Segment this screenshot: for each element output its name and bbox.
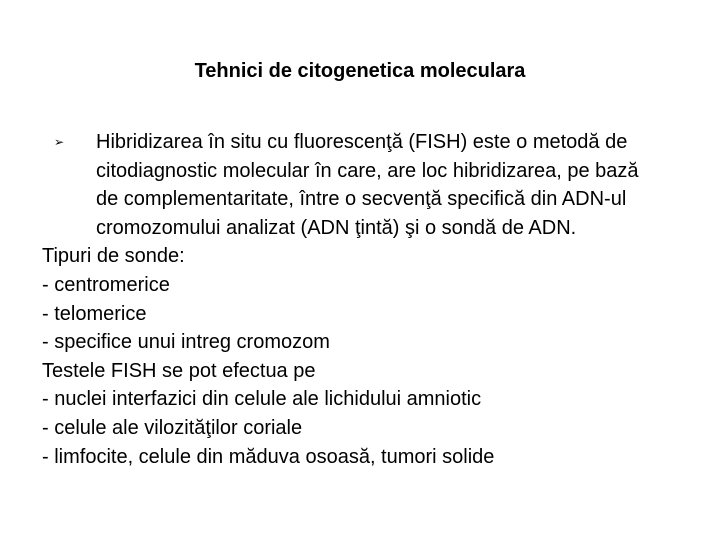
slide-content <box>42 128 702 471</box>
bullet-paragraph <box>42 128 656 242</box>
list-item: - centromerice <box>42 273 170 296</box>
list-item: - telomerice <box>42 302 147 325</box>
probe-types-heading: Tipuri de sonde: <box>42 245 185 268</box>
list-item: - specifice unui intreg cromozom <box>42 331 330 354</box>
slide-title: Tehnici de citogenetica moleculara <box>194 60 526 82</box>
list-item: - limfocite, celule din măduva osoasă, tumori solide <box>42 445 495 468</box>
arrowhead-bullet-icon: ➢ <box>54 135 65 149</box>
list-item: - celule ale vilozităţilor coriale <box>42 416 303 439</box>
fish-tests-heading: Testele FISH se pot efectua pe <box>42 359 316 382</box>
bullet-text: Hibridizarea în situ cu fluorescenţă (FISH) este o metodă de citodiagnostic molecular în care, are loc hibridizarea, pe bază de complementaritate, între o secvenţă specifică din ADN-ul cromozomului analizat (ADN ţintă) şi o sondă de ADN. <box>96 131 639 239</box>
list-item: - nuclei interfazici din celule ale lichidului amniotic <box>42 388 482 411</box>
